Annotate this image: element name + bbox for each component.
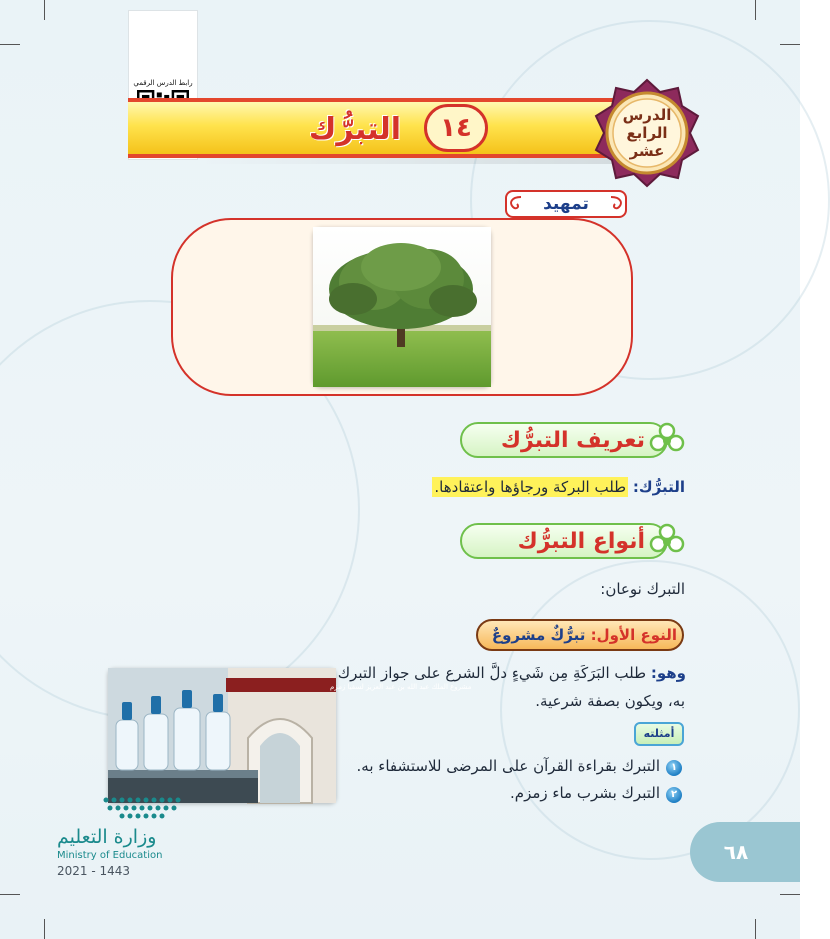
crop-mark — [0, 894, 20, 895]
example-item: التبرك بقراءة القرآن على المرضى للاستشفاء به. — [356, 757, 660, 775]
ministry-arabic: وزارة التعليم — [57, 826, 157, 848]
crop-mark — [44, 919, 45, 939]
zamzam-photo — [108, 668, 472, 803]
tree-illustration — [313, 227, 491, 387]
example-bullet-icon: ٢ — [666, 787, 682, 803]
page-number: ٦٨ — [723, 840, 749, 864]
clover-ornament-icon — [650, 524, 684, 558]
first-type-label — [485, 619, 677, 651]
emblem-line: الدرس — [622, 106, 672, 124]
first-type-prefix: النوع الأول: — [590, 626, 677, 644]
lesson-emblem-text — [600, 95, 694, 171]
lesson-number-badge: ١٤ — [424, 104, 488, 152]
tree-photo — [313, 227, 491, 387]
definition-line — [430, 478, 685, 500]
definition-title: تعريف التبرُّك — [500, 428, 645, 453]
banner-shadow — [198, 158, 628, 164]
definition-term: التبرُّك: — [632, 478, 685, 496]
types-intro: التبرك نوعان: — [600, 580, 685, 598]
ministry-logo-icon — [98, 794, 188, 824]
description-prefix: وهو: — [650, 664, 686, 682]
examples-tag: أمثلته — [634, 722, 684, 746]
clover-ornament-icon — [650, 423, 684, 457]
example-item: التبرك بشرب ماء زمزم. — [510, 784, 660, 802]
crop-mark — [0, 44, 20, 45]
ministry-english: Ministry of Education — [57, 850, 163, 861]
crop-mark — [755, 0, 756, 20]
intro-label: تمهيد — [543, 194, 589, 214]
qr-caption: رابط الدرس الرقمي — [133, 79, 193, 87]
zamzam-sign: مشروع الملك عبد الله بن عبد العزيز لسقيا زمزم — [330, 683, 472, 691]
crop-mark — [44, 0, 45, 20]
crop-mark — [755, 919, 756, 939]
crop-mark — [780, 894, 800, 895]
definition-text: طلب البركة ورجاؤها واعتقادها. — [434, 478, 627, 496]
first-type-name: تبرُّكٌ مشروعٌ — [491, 626, 586, 644]
example-bullet-icon: ١ — [666, 760, 682, 776]
emblem-line: عشر — [629, 142, 665, 160]
crop-mark — [780, 44, 800, 45]
ministry-year: 2021 - 1443 — [57, 864, 131, 878]
emblem-line: الرابع — [626, 124, 668, 142]
lesson-title: التبرُّك — [308, 112, 402, 147]
types-title: أنواع التبرُّك — [517, 529, 645, 554]
description-line-2: به، ويكون بصفة شرعية. — [535, 692, 685, 710]
description-line-1: طلب البَرَكَةِ مِن شَيءٍ دلَّ الشرع على جواز التبرك — [337, 664, 647, 682]
zamzam-illustration — [108, 668, 472, 803]
